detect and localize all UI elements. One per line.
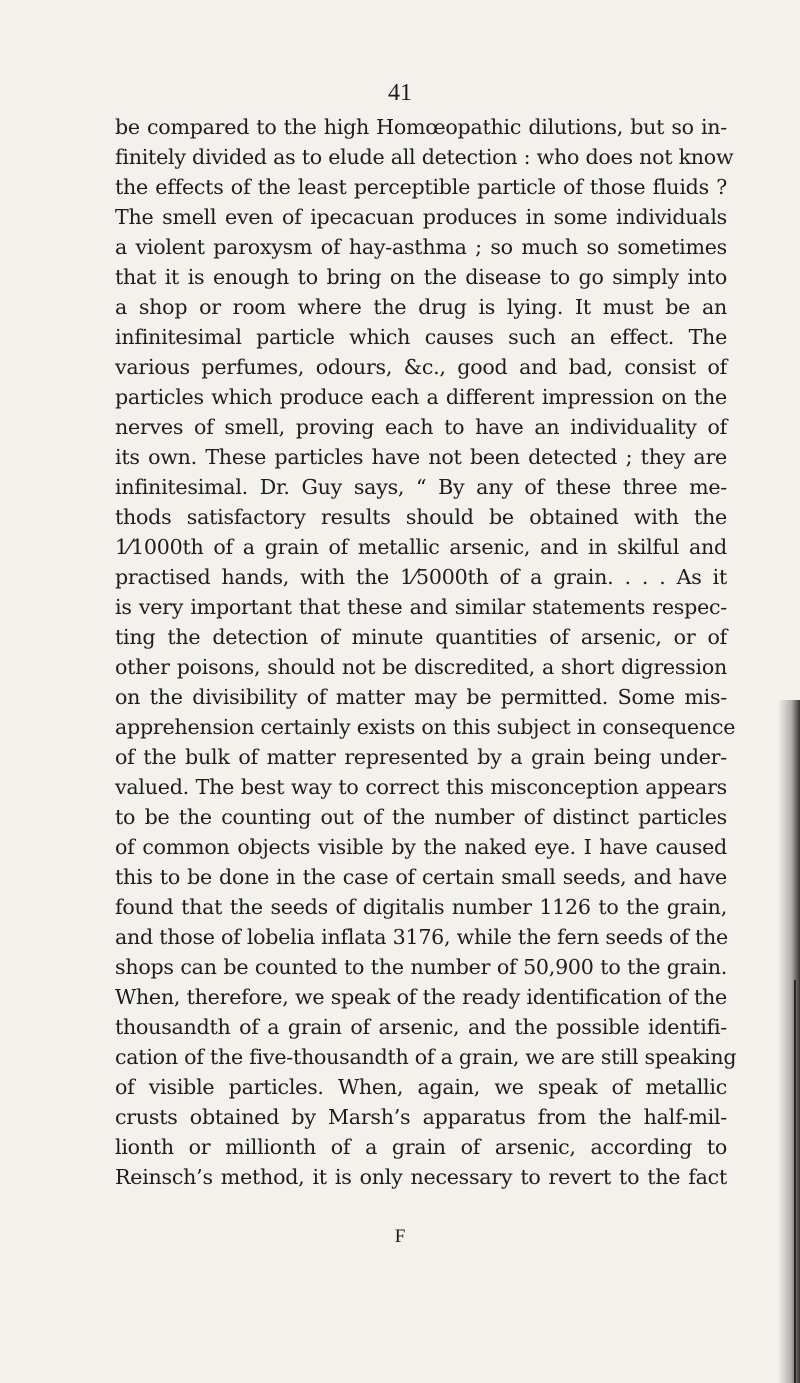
text-line: found that the seeds of digitalis number 1126 to the grain, xyxy=(115,895,727,919)
text-line: is very important that these and similar statements respec- xyxy=(115,595,727,619)
body-text xyxy=(115,112,737,1192)
signature-mark: F xyxy=(394,1226,406,1247)
text-line: to be the counting out of the number of distinct particles xyxy=(115,805,727,829)
text-line: of visible particles. When, again, we speak of metallic xyxy=(115,1075,727,1099)
text-line: infinitesimal. Dr. Guy says, “ By any of these three me- xyxy=(115,475,727,499)
text-line: finitely divided as to elude all detection : who does not know xyxy=(115,145,734,169)
text-line: particles which produce each a different impression on the xyxy=(115,385,727,409)
text-line: be compared to the high Homœopathic dilutions, but so in- xyxy=(115,115,727,139)
text-line: crusts obtained by Marsh’s apparatus from the half-mil- xyxy=(115,1105,727,1129)
text-line: its own. These particles have not been detected ; they are xyxy=(115,445,727,469)
text-line: Reinsch’s method, it is only necessary to revert to the fact xyxy=(115,1165,727,1189)
text-line: nerves of smell, proving each to have an individuality of xyxy=(115,415,727,439)
text-line: When, therefore, we speak of the ready identification of the xyxy=(115,985,727,1009)
text-line: valued. The best way to correct this misconception appears xyxy=(115,775,727,799)
text-line: thods satisfactory results should be obtained with the xyxy=(115,505,727,529)
text-line: this to be done in the case of certain small seeds, and have xyxy=(115,865,727,889)
text-line: of the bulk of matter represented by a grain being under- xyxy=(115,745,727,769)
text-line: a violent paroxysm of hay-asthma ; so much so sometimes xyxy=(115,235,727,259)
text-line: shops can be counted to the number of 50,900 to the grain. xyxy=(115,955,727,979)
text-line: a shop or room where the drug is lying. It must be an xyxy=(115,295,727,319)
text-line: apprehension certainly exists on this subject in consequence xyxy=(115,715,736,739)
text-line: cation of the five-thousandth of a grain, we are still speaking xyxy=(115,1045,737,1069)
text-line: lionth or millionth of a grain of arsenic, according to xyxy=(115,1135,727,1159)
text-line: on the divisibility of matter may be permitted. Some mis- xyxy=(115,685,727,709)
text-line: thousandth of a grain of arsenic, and the possible identifi- xyxy=(115,1015,727,1039)
text-line: other poisons, should not be discredited, a short digression xyxy=(115,655,727,679)
text-line: 1⁄1000th of a grain of metallic arsenic, and in skilful and xyxy=(115,535,727,559)
text-line: of common objects visible by the naked eye. I have caused xyxy=(115,835,727,859)
text-line: infinitesimal particle which causes such an effect. The xyxy=(115,325,727,349)
text-line: the effects of the least perceptible particle of those fluids ? xyxy=(115,175,727,199)
text-line: ting the detection of minute quantities of arsenic, or of xyxy=(115,625,727,649)
text-line: various perfumes, odours, &c., good and bad, consist of xyxy=(115,355,727,379)
text-line: practised hands, with the 1⁄5000th of a grain. . . . As it xyxy=(115,565,727,589)
page-number: 41 xyxy=(388,80,412,106)
text-line: The smell even of ipecacuan produces in some individuals xyxy=(115,205,727,229)
text-line: and those of lobelia inflata 3176, while the fern seeds of the xyxy=(115,925,728,949)
text-line: that it is enough to bring on the disease to go simply into xyxy=(115,265,727,289)
page-edge-line xyxy=(794,980,796,1383)
page-edge-shadow xyxy=(778,700,800,1383)
